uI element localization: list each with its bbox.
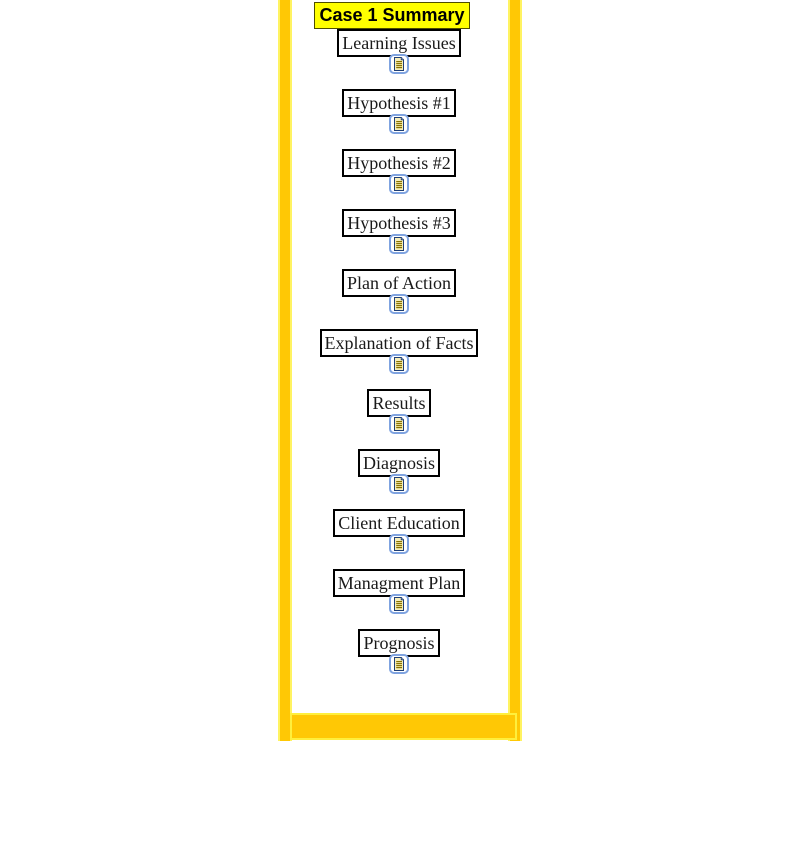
summary-item-client-education bbox=[333, 509, 464, 554]
document-icon[interactable] bbox=[389, 114, 409, 134]
summary-item-hypothesis-1 bbox=[342, 89, 456, 134]
document-icon[interactable] bbox=[389, 294, 409, 314]
item-label: Diagnosis bbox=[358, 449, 440, 477]
frame-bar-right bbox=[508, 0, 522, 741]
document-icon[interactable] bbox=[389, 534, 409, 554]
summary-item-diagnosis bbox=[358, 449, 440, 494]
item-label: Plan of Action bbox=[342, 269, 456, 297]
summary-item-results bbox=[367, 389, 430, 434]
document-icon[interactable] bbox=[389, 654, 409, 674]
item-label: Client Education bbox=[333, 509, 464, 537]
document-icon[interactable] bbox=[389, 594, 409, 614]
summary-item-plan-of-action bbox=[342, 269, 456, 314]
document-icon[interactable] bbox=[389, 174, 409, 194]
summary-column bbox=[290, 0, 508, 674]
item-label: Hypothesis #3 bbox=[342, 209, 456, 237]
frame-bar-bottom bbox=[290, 713, 517, 740]
summary-item-explanation-of-facts bbox=[320, 329, 479, 374]
document-icon[interactable] bbox=[389, 474, 409, 494]
item-label: Learning Issues bbox=[337, 29, 460, 57]
document-icon[interactable] bbox=[389, 354, 409, 374]
summary-item-managment-plan bbox=[333, 569, 465, 614]
summary-item-hypothesis-3 bbox=[342, 209, 456, 254]
document-icon[interactable] bbox=[389, 414, 409, 434]
page-title: Case 1 Summary bbox=[314, 2, 469, 29]
document-icon[interactable] bbox=[389, 54, 409, 74]
summary-item-learning-issues bbox=[337, 29, 460, 74]
summary-item-hypothesis-2 bbox=[342, 149, 456, 194]
item-label: Results bbox=[367, 389, 430, 417]
item-label: Hypothesis #2 bbox=[342, 149, 456, 177]
item-label: Explanation of Facts bbox=[320, 329, 479, 357]
summary-item-prognosis bbox=[358, 629, 439, 674]
item-label: Hypothesis #1 bbox=[342, 89, 456, 117]
item-label: Managment Plan bbox=[333, 569, 465, 597]
document-icon[interactable] bbox=[389, 234, 409, 254]
item-label: Prognosis bbox=[358, 629, 439, 657]
